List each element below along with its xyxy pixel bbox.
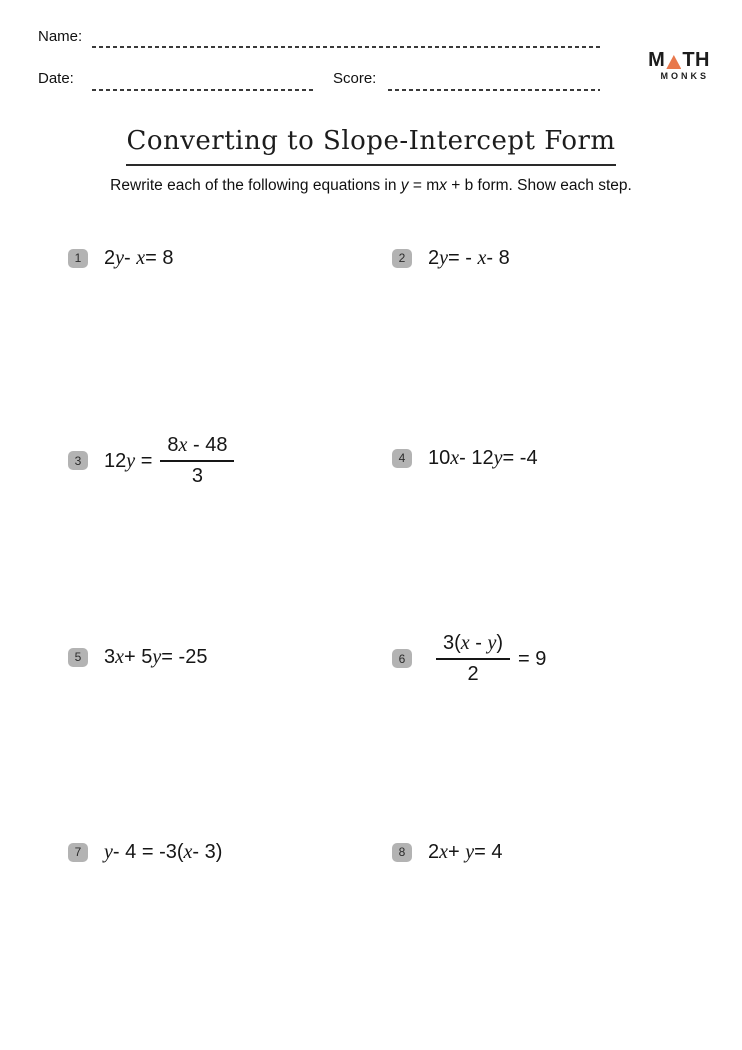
problem-8 bbox=[392, 840, 503, 864]
problem-number-badge: 1 bbox=[68, 249, 88, 268]
page-title: Converting to Slope-Intercept Form bbox=[126, 126, 615, 166]
problem-4 bbox=[392, 446, 538, 470]
fraction bbox=[436, 631, 510, 686]
name-label: Name: bbox=[38, 28, 83, 45]
fraction-numerator: 8x - 48 bbox=[160, 433, 234, 462]
fraction bbox=[160, 433, 234, 488]
problem-number-badge: 6 bbox=[392, 649, 412, 668]
logo-wordmark bbox=[648, 50, 710, 70]
date-fill-line bbox=[92, 89, 316, 91]
equation: 2 y - x = 8 bbox=[104, 247, 174, 269]
equation-lhs: 12y = bbox=[104, 449, 153, 472]
fraction-numerator: 3(x - y) bbox=[436, 631, 510, 660]
score-fill-line bbox=[388, 89, 600, 91]
problem-3 bbox=[68, 433, 242, 488]
logo-subtext: MONKS bbox=[660, 71, 709, 81]
equation bbox=[104, 433, 242, 488]
equation: 3 x + 5 y = -25 bbox=[104, 646, 208, 668]
problem-number-badge: 4 bbox=[392, 449, 412, 468]
problem-2 bbox=[392, 246, 510, 270]
problem-7 bbox=[68, 840, 222, 864]
fraction-denominator: 2 bbox=[467, 663, 479, 685]
problem-number-badge: 3 bbox=[68, 451, 88, 470]
problem-5 bbox=[68, 645, 207, 669]
title-block bbox=[0, 126, 742, 166]
fraction-denominator: 3 bbox=[191, 465, 203, 487]
date-label: Date: bbox=[38, 70, 74, 87]
problem-1 bbox=[68, 246, 174, 270]
problem-number-badge: 2 bbox=[392, 249, 412, 268]
logo-letters-th: TH bbox=[682, 49, 710, 71]
problem-number-badge: 5 bbox=[68, 648, 88, 667]
equation: 2 y = - x - 8 bbox=[428, 247, 510, 269]
equation: 2 x + y = 4 bbox=[428, 841, 503, 863]
equation-rhs: = 9 bbox=[518, 647, 547, 670]
problem-number-badge: 7 bbox=[68, 843, 88, 862]
logo-letter-m: M bbox=[648, 49, 666, 71]
score-label: Score: bbox=[333, 70, 377, 87]
math-monks-logo bbox=[648, 50, 710, 81]
problem-number-badge: 8 bbox=[392, 843, 412, 862]
equation: 10 x - 12 y = -4 bbox=[428, 447, 538, 469]
equation: y - 4 = -3( x - 3) bbox=[104, 841, 223, 863]
problem-6 bbox=[392, 631, 546, 686]
logo-triangle-icon bbox=[666, 55, 681, 69]
equation bbox=[428, 631, 546, 686]
instructions-text: Rewrite each of the following equations in y = mx + b form. Show each step. bbox=[110, 177, 632, 194]
name-fill-line bbox=[92, 46, 600, 48]
